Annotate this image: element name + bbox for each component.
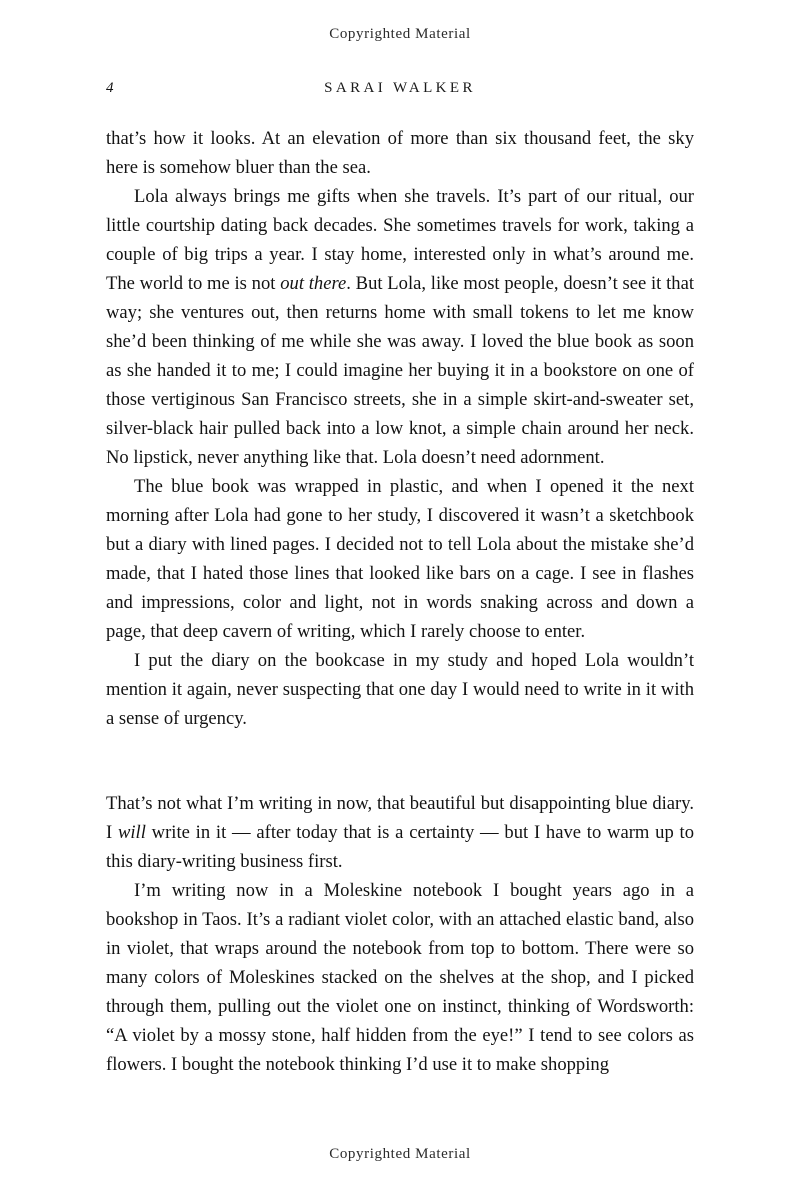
body-paragraph: I’m writing now in a Moleskine notebook I bought years ago in a bookshop in Taos. It’s a radiant violet color, with an attached elastic band, also in violet, that wraps around the notebook from top to bottom. There were so many colors of Moleskines stacked on the shelves at the shop, and I picked through them, pulling out the violet one on instinct, thinking of Wordsworth: “A violet by a mossy stone, half hidden from the eye!” I tend to see colors as flowers. I bought the notebook thinking I’d use it to make shopping (106, 880, 694, 1075)
author-running-title: SARAI WALKER (324, 80, 476, 96)
body-text (106, 124, 694, 1079)
copyright-watermark-top: Copyrighted Material (329, 26, 471, 42)
body-paragraph: that’s how it looks. At an elevation of more than six thousand feet, the sky here is somehow bluer than the sea. (106, 128, 694, 178)
paragraph-block-one (106, 124, 694, 733)
section-break (106, 733, 694, 789)
body-paragraph: I put the diary on the bookcase in my study and hoped Lola wouldn’t mention it again, never suspecting that one day I would need to write in it with a sense of urgency. (106, 650, 694, 729)
body-paragraph: The blue book was wrapped in plastic, and when I opened it the next morning after Lola had gone to her study, I discovered it wasn’t a sketchbook but a diary with lined pages. I decided not to tell Lola about the mistake she’d made, that I hated those lines that looked like bars on a cage. I see in flashes and impressions, color and light, not in words snaking across and down a page, that deep cavern of writing, which I rarely choose to enter. (106, 476, 694, 642)
copyright-watermark-bottom: Copyrighted Material (329, 1146, 471, 1162)
page-number: 4 (106, 80, 114, 96)
running-head (106, 80, 694, 102)
body-paragraph: That’s not what I’m writing in now, that beautiful but disappointing blue diary. I will write in it — after today that is a certainty — but I have to warm up to this diary-writing business first. (106, 793, 694, 872)
body-paragraph: Lola always brings me gifts when she travels. It’s part of our ritual, our little courtship dating back decades. She sometimes travels for work, taking a couple of big trips a year. I stay home, interested only in what’s around me. The world to me is not out there. But Lola, like most people, doesn’t see it that way; she ventures out, then returns home with small tokens to let me know she’d been thinking of me while she was away. I loved the blue book as soon as she handed it to me; I could imagine her buying it in a bookstore on one of those vertiginous San Francisco streets, she in a simple skirt-and-sweater set, silver-black hair pulled back into a low knot, a simple chain around her neck. No lipstick, never anything like that. Lola doesn’t need adornment. (106, 186, 694, 468)
paragraph-block-two (106, 789, 694, 1079)
